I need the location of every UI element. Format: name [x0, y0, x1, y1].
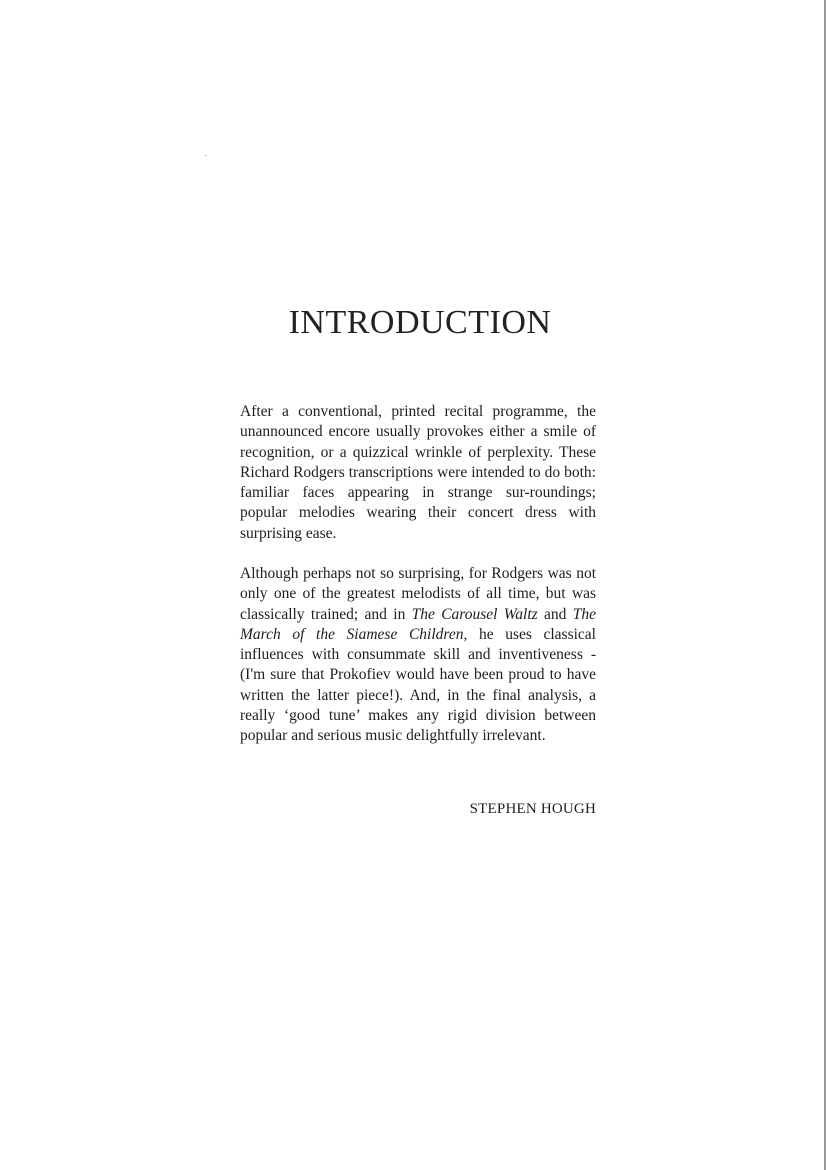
author-signature: STEPHEN HOUGH: [469, 801, 596, 817]
paragraph-2-text-a: Although perhaps not so surprising, for Rodgers was not only one of the greatest melodists of all time, but was classically trained; and in: [240, 565, 596, 623]
paragraph-2-text-b: and: [537, 605, 573, 623]
page-title: INTRODUCTION: [288, 304, 552, 341]
paragraph-1: After a conventional, printed recital programme, the unannounced encore usually provokes either a smile of recognition, or a quizzical wrinkle of perplexity. These Richard Rodgers transcriptions were intended to do both: familiar faces appearing in strange sur-roundings; popular melodies wearing their concert dress with surprising ease.: [240, 403, 596, 542]
paragraph-2: [240, 564, 596, 747]
work-title-march-siamese-children: The March of the Siamese Children: [240, 605, 596, 643]
page-edge: [824, 0, 826, 1170]
paragraph-2-text-c: , he uses classical influences with consummate skill and inventiveness - (I'm sure that Prokofiev would have been proud to have written the latter piece!). And, in the final analysis, a really ‘good tune’ makes any rigid division between popular and serious music delightfully irrelevant.: [240, 625, 596, 745]
scan-speck: [205, 155, 207, 156]
work-title-carousel-waltz: The Carousel Waltz: [411, 605, 538, 623]
